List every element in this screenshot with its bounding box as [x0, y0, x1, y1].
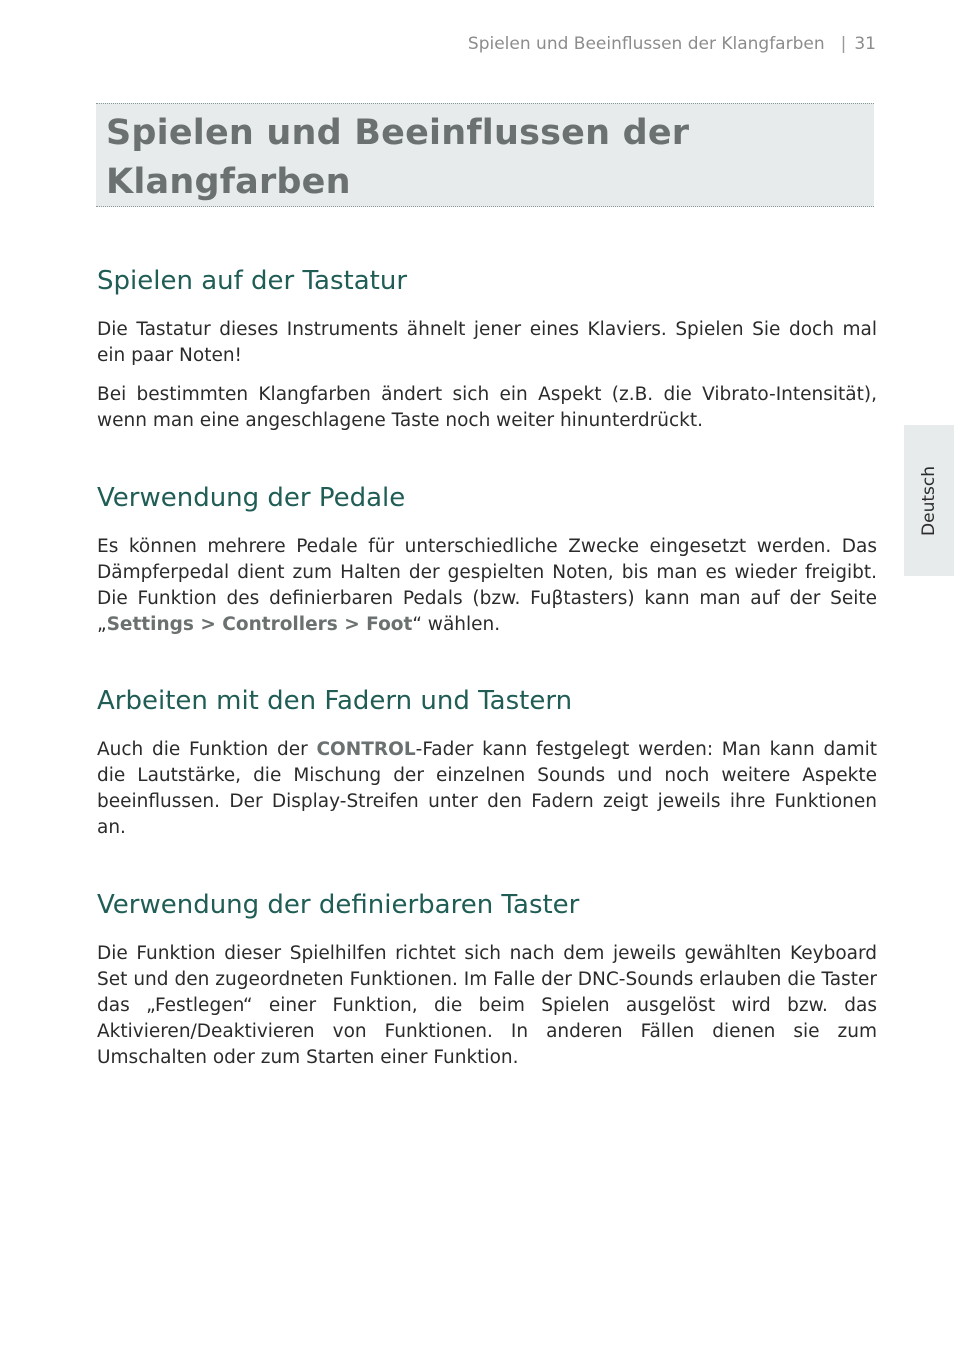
paragraph: Die Tastatur dieses Instruments ähnelt jener eines Klaviers. Spielen Sie doch mal ein paar Noten! — [97, 319, 877, 366]
chapter-title: Spielen und Beeinflussen der Klangfarben — [106, 113, 690, 202]
running-header — [468, 34, 876, 54]
section-assignable-switches — [97, 889, 877, 921]
paragraph-text: -Fader kann festgelegt werden: Man kann damit die Lautstärke, die Mischung der einzelnen Sounds und noch weitere Aspekte beeinflussen. Der Display-Streifen unter den Fadern zeigt jeweils ihre Funktionen an. — [97, 739, 877, 838]
section-pedals — [97, 482, 877, 514]
section-keyboard-body — [97, 317, 877, 369]
language-tab-label: Deutsch — [919, 465, 939, 536]
section-heading: Spielen auf der Tastatur — [97, 266, 408, 296]
paragraph — [97, 737, 877, 841]
section-keyboard-body-2 — [97, 382, 877, 434]
section-heading: Verwendung der Pedale — [97, 483, 406, 513]
paragraph: Die Funktion dieser Spielhilfen richtet sich nach dem jeweils gewählten Keyboard Set und den zugeordneten Funktionen. Im Falle der DNC-Sounds erlauben die Taster das „Festlegen“ einer Funktion, die beim Spielen ausgelöst wird bzw. das Aktivieren/Deaktivieren von Funktionen. In anderen Fällen dienen sie zum Umschalten oder zum Starten einer Funktion. — [97, 943, 877, 1068]
section-heading: Arbeiten mit den Fadern und Tastern — [97, 686, 573, 716]
section-assignable-switches-body — [97, 941, 877, 1071]
section-keyboard — [97, 265, 877, 297]
paragraph — [97, 534, 877, 638]
header-separator: | — [840, 34, 847, 54]
chapter-title-box — [96, 103, 874, 207]
section-faders-body — [97, 737, 877, 841]
control-label: CONTROL — [316, 739, 416, 760]
section-pedals-body — [97, 534, 877, 638]
paragraph-text: Es können mehrere Pedale für unterschiedliche Zwecke eingesetzt werden. Das Dämpferpedal dient zum Halten der gespielten Noten, bis man es wieder freigibt. Die Funktion des definierbaren Pedals (bzw. Fuβtasters) kann man auf der Seite „ — [97, 536, 877, 635]
paragraph-text: “ wählen. — [412, 614, 501, 635]
paragraph-text: Auch die Funktion der — [97, 739, 317, 760]
ui-path-label: Settings > Controllers > Foot — [106, 614, 413, 635]
section-faders — [97, 685, 877, 717]
paragraph: Bei bestimmten Klangfarben ändert sich ein Aspekt (z.B. die Vibrato-Intensität), wenn man eine angeschlagene Taste noch weiter hinunterdrückt. — [97, 384, 877, 431]
running-title: Spielen und Beeinflussen der Klangfarben — [467, 34, 825, 54]
section-heading: Verwendung der definierbaren Taster — [97, 890, 580, 920]
language-tab — [904, 425, 954, 576]
page-number: 31 — [854, 34, 876, 54]
